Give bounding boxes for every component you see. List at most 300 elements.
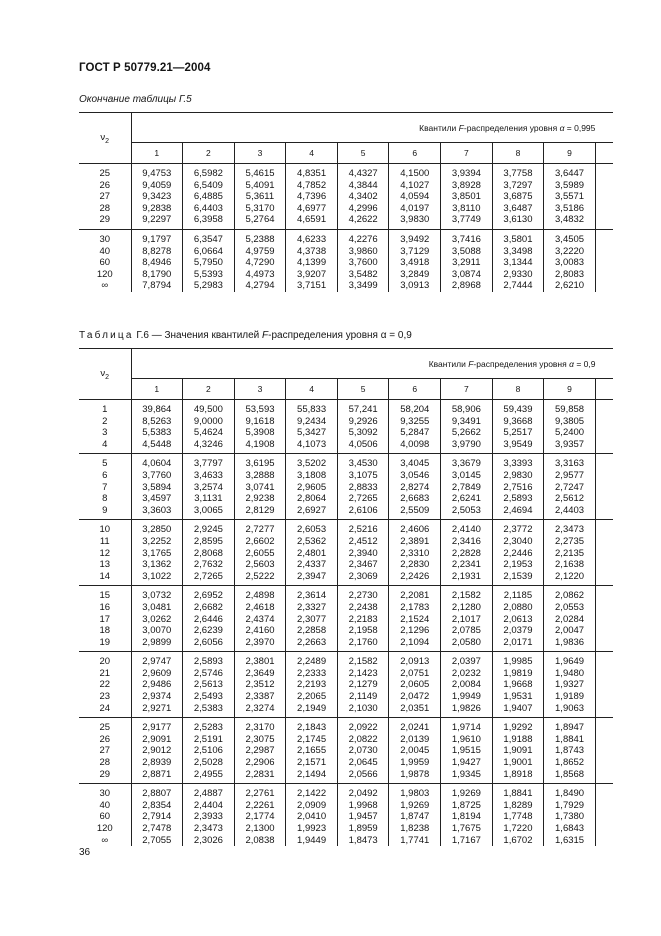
quantile-value: 4,1908: [245, 438, 275, 450]
quantile-value: 3,9790: [451, 438, 481, 450]
quantile-value: 2,5362: [297, 535, 327, 547]
quantile-column-9: [544, 784, 596, 846]
quantile-value: 1,9269: [400, 799, 430, 811]
quantile-value: 3,2888: [245, 469, 275, 481]
quantile-value: 5,2517: [503, 427, 533, 439]
quantile-value: 9,3423: [142, 191, 172, 203]
quantile-value: 2,3026: [193, 834, 223, 846]
quantile-value: 9,4059: [142, 179, 172, 191]
quantile-value: 6,3547: [193, 233, 223, 245]
quantile-value: 1,8568: [555, 768, 585, 780]
quantile-value: 2,0580: [451, 636, 481, 648]
nu2-value: 30: [99, 233, 111, 245]
quantile-value: 2,5283: [193, 722, 223, 734]
quantile-value: 8,1790: [142, 268, 172, 280]
quantile-value: 5,2662: [451, 427, 481, 439]
quantile-value: 1,8841: [503, 788, 533, 800]
quantile-column-1: [131, 718, 183, 784]
quantile-value: 3,3603: [142, 504, 172, 516]
quantile-value: 2,1149: [348, 691, 378, 703]
quantile-value: 1,9923: [297, 823, 327, 834]
quantile-value: 3,5482: [348, 268, 378, 280]
quantile-value: 2,3891: [400, 535, 430, 547]
quantile-value: 3,9357: [555, 438, 585, 450]
quantile-column-9: [544, 586, 596, 652]
quantile-value: 2,0084: [451, 679, 481, 691]
quantile-value: 9,2434: [297, 415, 327, 427]
quantile-value: 2,9747: [142, 656, 172, 668]
quantile-value: 2,0785: [451, 625, 481, 637]
quantile-value: 2,1220: [555, 570, 585, 582]
quantile-value: 4,2996: [348, 202, 378, 214]
quantile-value: 3,7749: [451, 214, 481, 226]
quantile-value: 5,7950: [193, 257, 223, 269]
quantile-value: 2,8064: [297, 493, 327, 505]
quantile-value: 2,6683: [400, 493, 430, 505]
quantile-value: 2,3970: [245, 636, 275, 648]
quantile-value: 2,8274: [400, 481, 430, 493]
nu2-value: 22: [99, 679, 111, 691]
quantile-column-8: [492, 652, 544, 718]
quantile-value: 2,0730: [348, 745, 378, 757]
quantile-value: 1,9091: [503, 745, 533, 757]
nu2-value: 14: [99, 570, 111, 582]
nu2-values: [79, 400, 131, 454]
quantile-value: 2,6602: [245, 535, 275, 547]
nu2-value: 17: [99, 613, 111, 625]
quantile-value: 2,3170: [245, 722, 275, 734]
spacer-cell: [595, 586, 613, 652]
quantile-value: 57,241: [348, 404, 378, 415]
quantile-value: 3,8501: [451, 191, 481, 203]
quantile-value: 49,500: [193, 404, 223, 415]
quantile-value: 3,3679: [451, 458, 481, 470]
quantile-value: 2,5106: [193, 745, 223, 757]
quantile-value: 2,1185: [503, 590, 533, 602]
quantile-value: 2,1017: [451, 613, 481, 625]
quantile-value: 2,0822: [348, 733, 378, 745]
quantile-value: 3,0083: [555, 257, 585, 269]
quantile-value: 2,5746: [193, 667, 223, 679]
quantile-value: 2,2489: [297, 656, 327, 668]
quantile-value: 2,8129: [245, 504, 275, 516]
column-header-7: 7: [441, 379, 493, 400]
nu2-value: 30: [99, 788, 111, 800]
quantile-column-6: [389, 652, 441, 718]
nu2-value: 20: [99, 656, 111, 668]
quantile-column-7: [441, 520, 493, 586]
quantile-value: 3,7758: [503, 168, 533, 179]
quantile-value: 2,0472: [400, 691, 430, 703]
quantile-value: 2,2987: [245, 745, 275, 757]
quantile-column-8: [492, 718, 544, 784]
quantile-value: 2,3387: [245, 691, 275, 703]
quantile-value: 2,7247: [555, 481, 585, 493]
nu2-value: 5: [102, 458, 108, 470]
quantile-column-5: [337, 718, 389, 784]
quantile-column-1: [131, 400, 183, 454]
quantile-value: 4,0604: [142, 458, 172, 470]
quantile-value: 2,2193: [297, 679, 327, 691]
quantile-value: 2,3416: [451, 535, 481, 547]
column-header-2: 2: [183, 379, 235, 400]
quantile-value: 2,9609: [142, 667, 172, 679]
quantile-value: 9,3805: [555, 415, 585, 427]
quantile-value: 3,7600: [348, 257, 378, 269]
quantile-value: 1,9189: [555, 691, 585, 703]
quantile-value: 1,8194: [451, 811, 481, 823]
quantile-value: 4,7396: [297, 191, 327, 203]
quantile-value: 3,2252: [142, 535, 172, 547]
quantile-value: 2,2831: [245, 768, 275, 780]
quantile-value: 1,9959: [400, 757, 430, 769]
quantile-value: 1,9457: [348, 811, 378, 823]
quantile-value: 2,9374: [142, 691, 172, 703]
nu2-values: [79, 586, 131, 652]
quantile-value: 2,2081: [400, 590, 430, 602]
column-header-4: 4: [286, 379, 338, 400]
quantile-column-4: [286, 652, 338, 718]
quantile-value: 3,0874: [451, 268, 481, 280]
quantile-value: 3,5571: [555, 191, 585, 203]
quantile-column-3: [234, 586, 286, 652]
quantile-value: 6,5982: [193, 168, 223, 179]
quantile-value: 2,7632: [193, 559, 223, 571]
quantile-value: 3,3499: [348, 280, 378, 292]
quantile-value: 2,1280: [451, 601, 481, 613]
quantile-value: 9,0000: [193, 415, 223, 427]
nu2-value: 12: [99, 547, 111, 559]
quantile-value: 1,9269: [451, 788, 481, 800]
quantile-value: 4,6591: [297, 214, 327, 226]
quantile-value: 2,6927: [297, 504, 327, 516]
quantile-value: 6,4403: [193, 202, 223, 214]
quantile-value: 2,8068: [193, 547, 223, 559]
quantile-value: 2,3327: [297, 601, 327, 613]
quantile-value: 7,8794: [142, 280, 172, 292]
quantile-value: 6,3958: [193, 214, 223, 226]
quantile-value: 1,9063: [555, 702, 585, 714]
spacer-cell: [595, 718, 613, 784]
quantile-value: 3,3393: [503, 458, 533, 470]
quantile-value: 1,8959: [348, 823, 378, 834]
quantile-column-8: [492, 586, 544, 652]
quantile-value: 2,0241: [400, 722, 430, 734]
quantile-column-6: [389, 454, 441, 520]
quantile-value: 3,5186: [555, 202, 585, 214]
quantile-value: 3,9394: [451, 168, 481, 179]
quantile-value: 2,0492: [348, 788, 378, 800]
table-row-group: [79, 400, 613, 454]
nu2-value: ∞: [101, 834, 109, 846]
quantile-value: 2,2183: [348, 613, 378, 625]
quantile-value: 2,8083: [555, 268, 585, 280]
quantile-value: 2,0613: [503, 613, 533, 625]
quantile-value: 3,5202: [297, 458, 327, 470]
quantile-value: 3,5801: [503, 233, 533, 245]
quantile-column-7: [441, 400, 493, 454]
quantile-column-9: [544, 229, 596, 291]
quantile-value: 1,8747: [400, 811, 430, 823]
quantile-value: 1,9515: [451, 745, 481, 757]
quantile-value: 3,4633: [193, 469, 223, 481]
quantile-value: 2,9830: [503, 469, 533, 481]
quantile-value: 2,5893: [503, 493, 533, 505]
quantile-value: 3,7129: [400, 245, 430, 257]
quantile-value: 2,9012: [142, 745, 172, 757]
nu2-values: [79, 454, 131, 520]
quantile-column-4: [286, 784, 338, 846]
quantile-value: 3,9207: [297, 268, 327, 280]
quantile-value: 1,7741: [400, 834, 430, 846]
quantile-value: 1,8743: [555, 745, 585, 757]
quantile-value: 2,1582: [451, 590, 481, 602]
quantile-column-3: [234, 784, 286, 846]
quantile-value: 2,9091: [142, 733, 172, 745]
nu2-value: 23: [99, 691, 111, 703]
page-number: 36: [79, 847, 91, 858]
quantile-value: 2,2906: [245, 757, 275, 769]
quantile-value: 2,5383: [193, 702, 223, 714]
quantile-value: 2,5191: [193, 733, 223, 745]
quantile-value: 2,3473: [555, 524, 585, 536]
quantile-value: 2,0045: [400, 745, 430, 757]
quantile-column-1: [131, 454, 183, 520]
quantile-value: 2,6241: [451, 493, 481, 505]
quantile-column-5: [337, 520, 389, 586]
quantile-value: 3,6487: [503, 202, 533, 214]
quantile-value: 9,3491: [451, 415, 481, 427]
quantile-value: 1,7220: [503, 823, 533, 834]
quantile-column-9: [544, 718, 596, 784]
quantile-value: 2,0880: [503, 601, 533, 613]
quantile-value: 3,0145: [451, 469, 481, 481]
quantile-value: 2,4694: [503, 504, 533, 516]
nu2-value: 11: [99, 535, 110, 547]
quantile-value: 3,7760: [142, 469, 172, 481]
quantile-value: 2,0605: [400, 679, 430, 691]
quantile-value: 2,5216: [348, 524, 378, 536]
quantile-value: 2,1958: [348, 625, 378, 637]
quantile-value: 2,1774: [245, 811, 275, 823]
quantile-column-4: [286, 718, 338, 784]
column-number-row: [79, 143, 613, 164]
quantile-column-1: [131, 652, 183, 718]
quantile-value: 1,9345: [451, 768, 481, 780]
quantile-column-5: [337, 229, 389, 291]
quantile-value: 2,1953: [503, 559, 533, 571]
quantile-value: 2,7849: [451, 481, 481, 493]
quantile-value: 2,0379: [503, 625, 533, 637]
quantile-value: 5,2388: [245, 233, 275, 245]
quantile-value: 2,8833: [348, 481, 378, 493]
quantile-value: 5,2983: [193, 280, 223, 292]
quantile-column-6: [389, 586, 441, 652]
quantile-value: 2,3467: [348, 559, 378, 571]
quantile-value: 2,2830: [400, 559, 430, 571]
quantile-value: 4,3844: [348, 179, 378, 191]
nu2-value: 40: [99, 245, 111, 257]
quantile-value: 9,2838: [142, 202, 172, 214]
quantile-value: 1,6315: [555, 834, 585, 846]
table-row-group: [79, 229, 613, 291]
table-g5-caption: Окончание таблицы Г.5: [79, 94, 192, 105]
quantile-value: 9,2926: [348, 415, 378, 427]
quantile-value: 3,1131: [194, 493, 223, 505]
quantile-value: 1,7748: [503, 811, 533, 823]
nu2-value: 1: [102, 404, 108, 415]
column-header-8: 8: [492, 379, 544, 400]
quantile-value: 2,0838: [245, 834, 275, 846]
quantile-value: 3,0546: [400, 469, 430, 481]
quantile-value: 1,7929: [555, 799, 585, 811]
quantile-value: 1,9836: [555, 636, 585, 648]
table-row-group: [79, 164, 613, 230]
quantile-value: 2,0139: [400, 733, 430, 745]
quantile-value: 9,3255: [400, 415, 430, 427]
quantile-value: 1,9649: [555, 656, 585, 668]
quantile-value: 2,6055: [245, 547, 275, 559]
quantile-value: 3,4832: [555, 214, 585, 226]
quantile-column-4: [286, 520, 338, 586]
quantile-value: 1,9327: [555, 679, 585, 691]
quantile-value: 2,3310: [400, 547, 430, 559]
quantile-value: 3,1344: [503, 257, 533, 269]
quantile-value: 2,6952: [193, 590, 223, 602]
quantile-value: 3,8110: [452, 202, 481, 214]
nu2-values: [79, 229, 131, 291]
quantile-value: 4,6233: [297, 233, 327, 245]
quantile-value: 4,7852: [297, 179, 327, 191]
nu2-values: [79, 164, 131, 230]
quantile-value: 9,3668: [503, 415, 533, 427]
row-label-nu2: $\nu_2$: [79, 113, 131, 164]
table-row-group: [79, 784, 613, 846]
quantile-value: 2,6446: [193, 613, 223, 625]
nu2-value: 15: [99, 590, 111, 602]
quantile-value: 4,9759: [245, 245, 275, 257]
row-label-nu2: $\nu_2$: [79, 349, 131, 400]
nu2-value: 8: [102, 493, 108, 505]
quantile-value: 2,7478: [142, 823, 172, 834]
quantile-value: 5,2764: [245, 214, 275, 226]
quantile-value: 2,0922: [348, 722, 378, 734]
quantile-value: 6,0664: [193, 245, 223, 257]
quantile-header: Квантили F-распределения уровня α = 0,995: [131, 113, 613, 143]
quantile-column-9: [544, 400, 596, 454]
quantile-value: 2,4160: [245, 625, 275, 637]
quantile-column-5: [337, 652, 389, 718]
quantile-value: 4,8351: [297, 168, 327, 179]
quantile-value: 2,6106: [348, 504, 378, 516]
nu2-value: 29: [99, 768, 111, 780]
quantile-column-3: [234, 520, 286, 586]
quantile-value: 1,9480: [555, 667, 585, 679]
quantile-value: 2,1582: [348, 656, 378, 668]
quantile-value: 3,2849: [400, 268, 430, 280]
quantile-column-4: [286, 400, 338, 454]
quantile-column-1: [131, 229, 183, 291]
spacer-cell: [595, 454, 613, 520]
quantile-value: 1,8841: [555, 733, 585, 745]
nu2-value: 26: [99, 733, 111, 745]
quantile-value: 2,9486: [142, 679, 172, 691]
quantile-value: 2,3772: [503, 524, 533, 536]
quantile-column-2: [183, 454, 235, 520]
column-header-spacer: [595, 143, 613, 164]
quantile-value: 5,2400: [555, 427, 585, 439]
quantile-value: 2,0047: [555, 625, 585, 637]
quantile-value: 9,1618: [245, 415, 275, 427]
quantile-value: 2,8939: [142, 757, 172, 769]
quantile-value: 3,3163: [555, 458, 585, 470]
quantile-value: 2,6056: [193, 636, 223, 648]
quantile-value: 2,0645: [348, 757, 378, 769]
quantile-value: 2,5603: [245, 559, 275, 571]
quantile-value: 3,1765: [142, 547, 172, 559]
nu2-value: 28: [99, 757, 111, 769]
nu2-values: [79, 652, 131, 718]
quantile-value: 3,6195: [245, 458, 275, 470]
quantile-value: 2,1931: [451, 570, 481, 582]
nu2-values: [79, 784, 131, 846]
quantile-value: 2,6053: [297, 524, 327, 536]
quantile-value: 2,8354: [142, 799, 172, 811]
quantile-column-1: [131, 164, 183, 230]
quantile-value: 1,9449: [297, 834, 327, 846]
quantile-value: 8,5263: [142, 415, 172, 427]
quantile-column-7: [441, 784, 493, 846]
nu2-value: 19: [99, 636, 111, 648]
spacer-cell: [595, 229, 613, 291]
spacer-cell: [595, 652, 613, 718]
quantile-value: 1,8652: [555, 757, 585, 769]
quantile-value: 2,6210: [555, 280, 585, 292]
quantile-value: 4,3402: [348, 191, 378, 203]
nu2-value: 18: [99, 625, 111, 637]
quantile-value: 2,0909: [297, 799, 327, 811]
quantile-value: 6,5409: [193, 179, 223, 191]
quantile-value: 3,7297: [503, 179, 533, 191]
quantile-column-2: [183, 164, 235, 230]
quantile-value: 1,9826: [451, 702, 481, 714]
quantile-value: 2,0410: [297, 811, 327, 823]
quantile-column-8: [492, 229, 544, 291]
quantile-value: 2,1300: [245, 823, 275, 834]
quantile-value: 8,8278: [142, 245, 172, 257]
table-row-group: [79, 454, 613, 520]
nu2-value: 9: [102, 504, 108, 516]
quantile-value: 2,1745: [297, 733, 327, 745]
quantile-value: 3,1362: [142, 559, 172, 571]
quantile-value: 2,3069: [348, 570, 378, 582]
quantile-column-5: [337, 454, 389, 520]
quantile-column-3: [234, 229, 286, 291]
quantile-value: 2,2426: [400, 570, 430, 582]
quantile-value: 2,3933: [193, 811, 223, 823]
quantile-value: 3,1022: [142, 570, 172, 582]
quantile-value: 3,6447: [555, 168, 585, 179]
quantile-column-5: [337, 784, 389, 846]
quantile-value: 2,1949: [297, 702, 327, 714]
quantile-column-3: [234, 164, 286, 230]
quantile-value: 2,4374: [245, 613, 275, 625]
quantile-value: 4,7290: [245, 257, 275, 269]
quantile-value: 2,2446: [503, 547, 533, 559]
column-header-2: 2: [183, 143, 235, 164]
quantile-value: 2,9245: [193, 524, 223, 536]
nu2-value: 24: [99, 702, 111, 714]
